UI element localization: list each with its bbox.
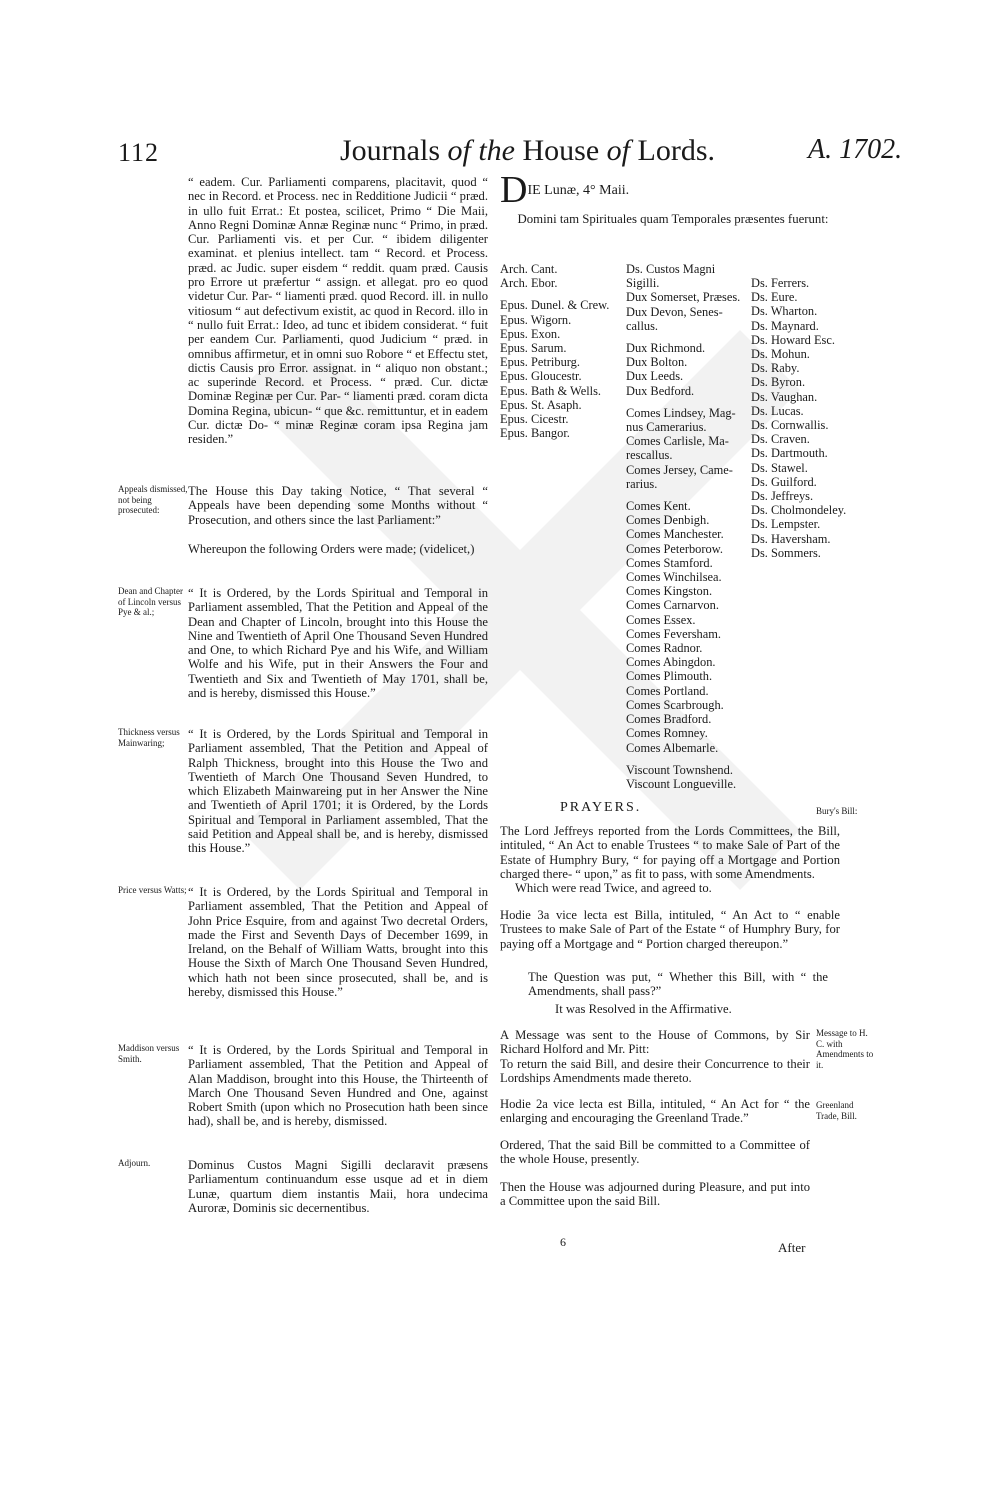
read-twice: Which were read Twice, and agreed to.	[515, 881, 712, 895]
lord-entry: Dux Bedford.	[626, 383, 695, 398]
lord-entry: Ds. Maynard.	[751, 318, 819, 333]
lord-entry: Ds. Jeffreys.	[751, 489, 814, 504]
lord-entry: rescallus.	[626, 448, 673, 463]
lord-entry: Sigilli.	[626, 276, 660, 291]
lord-entry: Epus. Bath & Wells.	[500, 383, 601, 398]
lord-entry: Ds. Eure.	[751, 290, 798, 305]
adjourn-paragraph: Dominus Custos Magni Sigilli declaravit præsens Parliamentum continuandum esse usque ad et in diem Lunæ, quartum diem instantis Maii, hora undecima Auroræ, Dominis sic decernentibus.	[188, 1158, 488, 1215]
lord-entry: Dux Richmond.	[626, 341, 706, 356]
jeffreys-report: The Lord Jeffreys reported from the Lords Committees, the Bill, intituled, “ An Act to enable Trustees “ to make Sale of Part of the Estate of Humphry Bury, “ for paying off a Mortgage and Portion charged there- “ upon,” as fit to pass, with some Amendments.	[500, 824, 840, 881]
margin-note-greenland: Greenland Trade, Bill.	[816, 1100, 857, 1121]
appeals-paragraph: The House this Day taking Notice, “ That several “ Appeals have been depending some Months without “ Prosecution, and others since the last Parliament:”	[188, 484, 488, 527]
die-heading: DIE Lunæ, 4° Maii.	[500, 169, 630, 211]
lord-entry: Comes Essex.	[626, 612, 696, 627]
lord-entry: Comes Peterborow.	[626, 541, 723, 556]
lord-entry	[626, 755, 740, 763]
lord-entry: Viscount Longueville.	[626, 776, 737, 791]
resolved-affirmative: It was Resolved in the Affirmative.	[555, 1002, 732, 1016]
lord-entry: Epus. Exon.	[500, 326, 561, 341]
margin-note-message: Message to H. C. with Amendments to it.	[816, 1028, 874, 1070]
lord-entry: Comes Feversham.	[626, 626, 721, 641]
signature-mark: 6	[560, 1235, 566, 1249]
lord-entry: Ds. Howard Esc.	[751, 332, 835, 347]
lord-entry: Dux Somerset, Præses.	[626, 290, 741, 305]
lord-entry: Epus. Dunel. & Crew.	[500, 298, 610, 313]
lord-entry: Ds. Ferrers.	[751, 276, 810, 290]
whereupon-paragraph: Whereupon the following Orders were made; (videlicet,)	[188, 542, 475, 556]
lord-entry: Ds. Dartmouth.	[751, 446, 828, 461]
margin-note-price: Price versus Watts;	[118, 885, 187, 895]
lord-entry: Ds. Raby.	[751, 361, 800, 376]
lord-entry: callus.	[626, 318, 658, 333]
lord-entry: Dux Leeds.	[626, 369, 684, 384]
lord-entry: Comes Stamford.	[626, 555, 713, 570]
lord-entry: Dux Devon, Senes-	[626, 304, 723, 319]
lord-entry: Comes Denbigh.	[626, 513, 710, 528]
lord-entry	[626, 398, 740, 406]
ordered-paragraph: Ordered, That the said Bill be committed to a Committee of the whole House, presently.	[500, 1138, 810, 1167]
lord-entry: Comes Abingdon.	[626, 655, 716, 670]
then-paragraph: Then the House was adjourned during Pleasure, and put into a Committee upon the said Bill.	[500, 1180, 810, 1209]
message-paragraph: A Message was sent to the House of Commons, by Sir Richard Holford and Mr. Pitt:	[500, 1028, 810, 1057]
hodie-second-reading: Hodie 2a vice lecta est Billa, intituled, “ An Act for “ the enlarging and encouraging the Greenland Trade.”	[500, 1097, 810, 1126]
lord-entry: Viscount Townshend.	[626, 762, 733, 777]
lord-entry	[626, 333, 740, 341]
lord-entry: Ds. Haversham.	[751, 531, 831, 546]
order-maddison: “ It is Ordered, by the Lords Spiritual and Temporal in Parliament assembled, That the Petition and Appeal of Alan Maddison, brought into this House, the Thirteenth of March One Thousand Seven Hundred and One, against Robert Smith (upon which no Prosecution hath been since had), shall be, and is hereby, dismissed.	[188, 1043, 488, 1129]
domini-heading: Domini tam Spirituales quam Temporales præsentes fuerunt:	[517, 212, 829, 226]
lord-entry: Comes Albemarle.	[626, 740, 719, 755]
lord-entry: Dux Bolton.	[626, 355, 688, 370]
margin-note-maddison: Maddison versus Smith.	[118, 1043, 180, 1064]
lord-entry: Ds. Stawel.	[751, 460, 808, 475]
lord-entry: Epus. Bangor.	[500, 426, 570, 441]
margin-note-bury: Bury's Bill:	[816, 806, 858, 816]
lord-entry: Comes Lindsey, Mag-	[626, 405, 736, 420]
order-thickness: “ It is Ordered, by the Lords Spiritual and Temporal in Parliament assembled, That the Petition and Appeal of Ralph Thickness, brought into this House the Two and Twentieth of March One Thousand Seven Hundred, to which Elizabeth Mainwareing put in her Answer the Nine and Twentieth of April 1701; it is Ordered, by the Lords Spiritual and Temporal in Parliament assembled, That the said Petition and Appeal shall be, and is hereby, dismissed this House.”	[188, 727, 488, 856]
lord-entry: Epus. St. Asaph.	[500, 397, 582, 412]
return-paragraph: To return the said Bill, and desire their Concurrence to their Lordships Amendments made thereto.	[500, 1057, 810, 1086]
lord-entry: Comes Kingston.	[626, 584, 713, 599]
margin-note-adjourn: Adjourn.	[118, 1158, 151, 1168]
lords-list-col3	[751, 276, 846, 560]
lord-entry: Comes Carnarvon.	[626, 598, 719, 613]
lord-entry: Arch. Cant.	[500, 262, 558, 276]
prayers-heading: PRAYERS.	[560, 800, 642, 815]
lord-entry: Ds. Cholmondeley.	[751, 503, 847, 518]
lord-entry: Comes Radnor.	[626, 641, 703, 656]
lord-entry: Comes Jersey, Came-	[626, 462, 733, 477]
lords-list-col2	[626, 262, 740, 791]
lord-entry: Comes Scarbrough.	[626, 697, 724, 712]
lord-entry: Epus. Sarum.	[500, 341, 567, 356]
margin-note-appeals: Appeals dismissed, not being prosecuted:	[118, 484, 188, 515]
margin-note-dean: Dean and Chapter of Lincoln versus Pye & al.;	[118, 586, 183, 617]
lord-entry: Arch. Ebor.	[500, 276, 558, 291]
lord-entry: Ds. Lucas.	[751, 403, 804, 418]
lord-entry: Ds. Lempster.	[751, 517, 821, 532]
lord-entry: Ds. Mohun.	[751, 347, 810, 362]
lord-entry: rarius.	[626, 476, 658, 491]
lords-list-col1	[500, 262, 609, 440]
lord-entry: Comes Kent.	[626, 499, 691, 514]
lord-entry	[626, 491, 740, 499]
lord-entry: Epus. Cicestr.	[500, 412, 569, 427]
order-price: “ It is Ordered, by the Lords Spiritual and Temporal in Parliament assembled, That the Petition and Appeal of John Price Esquire, from and against Two decretal Orders, made the First and Seventh Days of December 1699, in Ireland, on the Behalf of William Watts, brought into this House the Sixth of March One Thousand Seven Hundred, which hath not been since prosecuted, shall be, and is hereby, dismissed this House.”	[188, 885, 488, 1000]
lord-entry: Ds. Cornwallis.	[751, 418, 829, 433]
lord-entry: Comes Bradford.	[626, 712, 712, 727]
order-dean-lincoln: “ It is Ordered, by the Lords Spiritual and Temporal in Parliament assembled, That the Petition and Appeal of the Dean and Chapter of Lincoln, brought into this House the Nine and Twentieth of April One Thousand Seven Hundred and One, to which Richard Pye and his Wife, and William Wolfe and his Wife, put in their Answers the Four and Twentieth and Six and Twentieth of May 1701, shall be, and is hereby, dismissed this House.”	[188, 586, 488, 701]
question-put: The Question was put, “ Whether this Bill, with “ the Amendments, shall pass?”	[528, 970, 828, 999]
page-number: 112	[118, 138, 160, 167]
lord-entry: Ds. Craven.	[751, 432, 810, 447]
lord-entry: Ds. Custos Magni	[626, 262, 716, 276]
lord-entry: Comes Plimouth.	[626, 669, 713, 684]
page-year: A. 1702.	[808, 134, 903, 165]
margin-note-thickness: Thickness versus Mainwaring;	[118, 727, 180, 748]
lord-entry: Comes Romney.	[626, 726, 708, 741]
lord-entry: Comes Portland.	[626, 683, 709, 698]
lord-entry: Comes Carlisle, Ma-	[626, 434, 729, 449]
lord-entry: Ds. Byron.	[751, 375, 806, 390]
lord-entry: Epus. Wigorn.	[500, 312, 572, 327]
lord-entry: Epus. Gloucestr.	[500, 369, 582, 384]
lord-entry: Ds. Guilford.	[751, 474, 817, 489]
latin-judgment-text: “ eadem. Cur. Parliamenti comparens, placitavit, quod “ nec in Record. et Process. nec in Redditione Judicii “ præd. in ullo fuit Errat.: Et postea, scilicet, Primo “ Die Maii, Anno Regni Dominæ Annæ Reginæ nunc “ Primo, in præd. Cur. Parliamenti vis. et per Cur. “ ibidem diligenter examinat. et plenius intellect. tam “ Record. et Process. præd. ac Judic. super eisdem “ reddit. quam præd. Causis pro Errore ut præfertur “ assign. et allegat. pro eo quod videtur Cur. Par- “ liamenti præd. quod Record. ill. in nullo vitiosum “ aut defectivum existit, ac quod in Record. illo in “ nullo fuit Errat.: Ideo, ad tunc et ibidem considerat. “ fuit per eandem Cur. Parliamenti, quod Judicium “ præd. in omnibus affirmetur, et in omni suo Robore “ et Effectu stet, dictis Causis pro Error. assignat. in “ aliquo non obstant.; ac superinde Record. et Process. “ præd. Cur. dictæ Dominæ Reginæ per Cur. Par- “ liamenti præd. coram dicta Domina Regina, ubicun- “ que &c. remittuntur, et in eadem Cur. dictæ Do- “ minæ Reginæ coram ipsa Regina jam residen.”	[188, 175, 488, 447]
page-title: Journals of the House of Lords.	[340, 134, 715, 167]
lord-entry	[500, 290, 609, 298]
lord-entry: Ds. Sommers.	[751, 545, 821, 560]
hodie-third-reading: Hodie 3a vice lecta est Billa, intituled, “ An Act to “ enable Trustees to make Sale of Part of the Estate “ of Humphry Bury, for paying off a Mortgage and “ Portion charged thereupon.”	[500, 908, 840, 951]
lord-entry: Ds. Wharton.	[751, 304, 818, 319]
lord-entry: Comes Manchester.	[626, 527, 724, 542]
lord-entry: nus Camerarius.	[626, 420, 707, 435]
lord-entry: Epus. Petriburg.	[500, 355, 580, 370]
catchword: After	[778, 1240, 806, 1255]
lord-entry: Ds. Vaughan.	[751, 389, 818, 404]
lord-entry: Comes Winchilsea.	[626, 570, 722, 585]
